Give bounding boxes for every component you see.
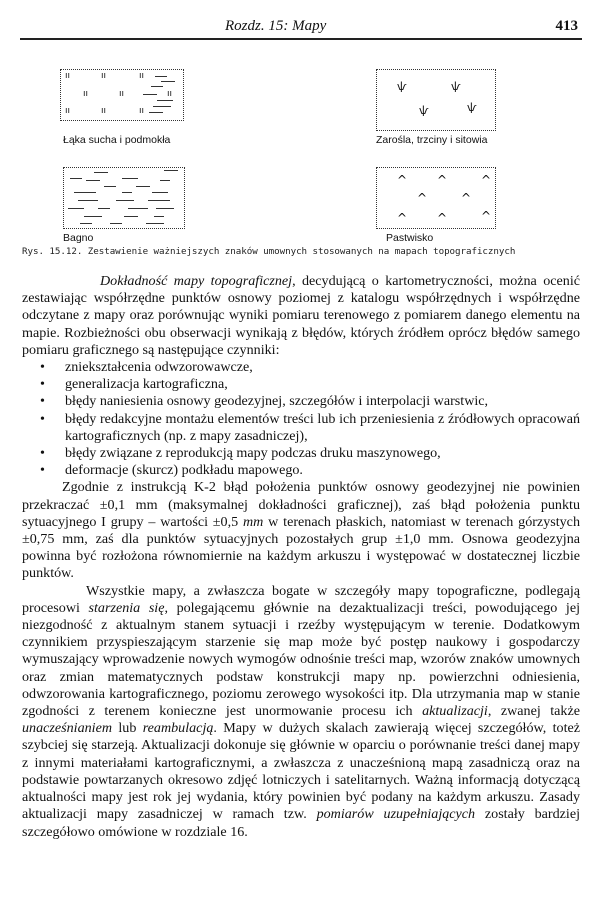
caret-icon: ^ <box>481 209 492 223</box>
symbol-meadow <box>60 69 184 121</box>
term-italic: pomiarów uzupełniających <box>316 806 476 823</box>
list-item: • zniekształcenia odwzorowawcze, <box>40 359 253 376</box>
grass-tuft-icon: ıı <box>101 106 107 116</box>
caret-icon: ^ <box>437 211 448 225</box>
caret-icon: ^ <box>397 211 408 225</box>
grass-tuft-icon: ıı <box>65 106 71 116</box>
symbol-marsh <box>63 167 185 229</box>
running-header <box>20 16 578 38</box>
grass-tuft-icon: ıı <box>65 71 71 81</box>
symbol-reeds <box>376 69 496 131</box>
list-item: • błędy związane z reprodukcją mapy podczas druku maszynowego, <box>40 445 441 462</box>
bullet-icon: • <box>40 359 45 376</box>
paragraph: Wszystkie mapy, a zwłaszcza bogate w szczegóły mapy topograficzne, podlegają procesowi starzenia się, polegającemu głównie na dezaktualizacji treści, powodującego jej niezgodność z aktualnym stanem sytuacji i rzeźby występującym w terenie. Dodatkowym czynnikiem przyspieszającym starzenie się map może być postęp naukowy i gospodarczy wymuszający wprowadzenie nowych wymogów odnośnie treści map, wzorów znaków umownych oraz zmian matematycznych podstaw konstrukcji mapy np. powierzchni odniesienia, odwzorowania kartograficznego, poziomu zerowego wysokości itp. Dla utrzymania map w stanie zgodności z terenem konieczne jest unormowanie procesu ich aktualizacji, zwanej także unacześnianiem lub reambulacją. Mapy w dużych skalach zawierają więcej szczegółów, toteż szybciej się starzeją. Aktualizacji dokonuje się głównie w oparciu o porównanie treści danej mapy z innymi materiałami kartograficznymi, a zwłaszcza z unacześnioną mapą zasadniczą oraz na podstawie powtarzanych okresowo zdjęć lotniczych i satelitarnych. Ważną informacją dotyczącą aktualności mapy jest rok jej wydania, który powinien być podany na każdym arkuszu. Zasady aktualizacji mapy zasadniczej w ramach tzw. pomiarów uzupełniających zostały bardziej szczegółowo omówione w rozdziale 16. <box>22 582 580 840</box>
symbol-label: Łąka sucha i podmokła <box>63 134 171 146</box>
reed-icon: ѱ <box>451 80 461 93</box>
reed-icon: ѱ <box>467 101 477 114</box>
figure-map-symbols <box>0 55 600 255</box>
grass-tuft-icon: ıı <box>139 106 145 116</box>
symbol-pasture <box>376 167 496 229</box>
bullet-icon: • <box>40 462 45 479</box>
bullet-icon: • <box>40 410 45 427</box>
bullet-icon: • <box>40 445 45 462</box>
bullet-icon: • <box>40 376 45 393</box>
paragraph: Dokładność mapy topograficznej, decydującą o kartometryczności, można ocenić zestawiając współrzędne punktów osnowy poziomej z katalogu współrzędnych i współrzędne odczytane z mapy oraz porównując wyniki pomiaru terenowego z pomiarem danego elementu na mapie. Rozbieżności obu obserwacji wynikają z błędów, których źródłem oprócz błędów samego pomiaru graficznego są następujące czynniki: <box>22 273 580 358</box>
caret-icon: ^ <box>481 173 492 187</box>
paragraph: Zgodnie z instrukcją K-2 błąd położenia punktów osnowy geodezyjnej nie powinien przekraczać ±0,1 mm (maksymalnej dokładności graficznej), zaś błąd położenia punktu sytuacyjnego I grupy – wartości ±0,5 mm w terenach płaskich, natomiast w terenach górzystych ±0,75 mm, zaś dla punktów sytuacyjnych pozostałych grup ±1,0 mm. Osnowa geodezyjna powinna być rozłożona równomiernie na każdym arkuszu i występować w dostatecznej liczbie punktów. <box>22 479 580 582</box>
term-italic: aktualizacji <box>422 703 488 720</box>
reed-icon: ѱ <box>397 80 407 93</box>
reed-icon: ѱ <box>419 104 429 117</box>
list-item: • deformacje (skurcz) podkładu mapowego. <box>40 462 303 479</box>
grass-tuft-icon: ıı <box>83 89 89 99</box>
term-italic: Dokładność mapy topograficznej <box>100 273 293 289</box>
factor-list <box>22 359 580 479</box>
term-italic: reambulacją <box>142 720 214 737</box>
term-italic: unacześnianiem <box>22 720 113 737</box>
grass-tuft-icon: ıı <box>119 89 125 99</box>
chapter-title: Rozdz. 15: Mapy <box>225 18 327 34</box>
symbol-label: Zarośla, trzciny i sitowia <box>376 134 488 146</box>
caret-icon: ^ <box>437 173 448 187</box>
grass-tuft-icon: ıı <box>101 71 107 81</box>
list-item: • błędy naniesienia osnowy geodezyjnej, szczegółów i interpolacji warstwic, <box>40 393 489 410</box>
caret-icon: ^ <box>461 191 472 205</box>
caret-icon: ^ <box>417 191 428 205</box>
page-number: 413 <box>555 18 578 34</box>
caret-icon: ^ <box>397 173 408 187</box>
bullet-icon: • <box>40 393 45 410</box>
grass-tuft-icon: ıı <box>167 89 173 99</box>
list-item: • generalizacja kartograficzna, <box>40 376 228 393</box>
symbol-label: Bagno <box>63 232 94 244</box>
body-text <box>22 273 580 841</box>
term-italic: starzenia się <box>88 599 165 616</box>
list-item: • błędy redakcyjne montażu elementów treści lub ich przeniesienia z źródłowych opracowań kartograficznych (np. z mapy zasadniczej), <box>40 410 580 444</box>
grass-tuft-icon: ıı <box>139 71 145 81</box>
header-rule <box>20 38 582 40</box>
symbol-label: Pastwisko <box>386 232 434 244</box>
figure-caption: Rys. 15.12. Zestawienie ważniejszych znaków umownych stosowanych na mapach topograficznych <box>22 246 516 257</box>
